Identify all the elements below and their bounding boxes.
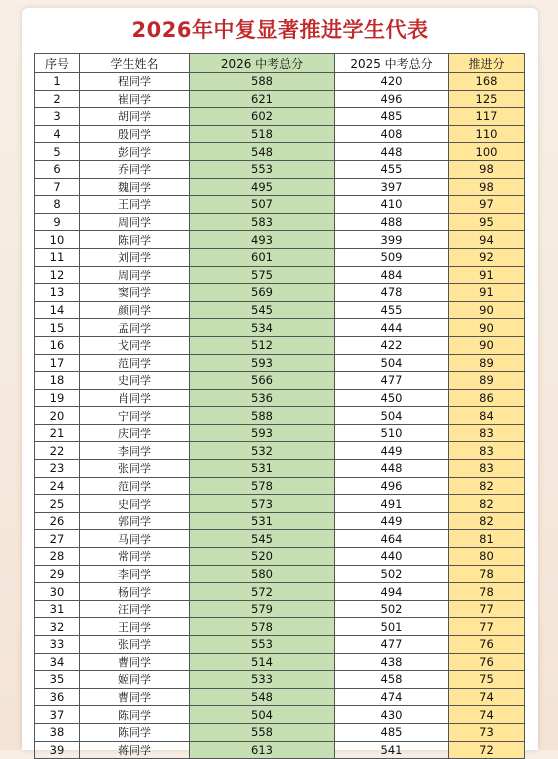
row-index: 16 [35, 336, 80, 354]
table-row [35, 512, 525, 530]
table-row [35, 442, 525, 460]
improvement: 91 [449, 284, 525, 302]
row-index: 37 [35, 706, 80, 724]
score-2025: 458 [335, 671, 449, 689]
score-2025: 448 [335, 143, 449, 161]
score-2025: 399 [335, 231, 449, 249]
score-2026: 593 [190, 424, 335, 442]
score-2025: 510 [335, 424, 449, 442]
table-row [35, 213, 525, 231]
improvement: 97 [449, 196, 525, 214]
score-2025: 502 [335, 565, 449, 583]
row-index: 19 [35, 389, 80, 407]
header-name: 学生姓名 [80, 54, 190, 73]
header-row [35, 54, 525, 73]
table-row [35, 143, 525, 161]
improvement: 94 [449, 231, 525, 249]
table-row [35, 319, 525, 337]
improvement: 73 [449, 723, 525, 741]
improvement: 76 [449, 636, 525, 654]
score-2026: 504 [190, 706, 335, 724]
score-2026: 531 [190, 512, 335, 530]
score-2026: 593 [190, 354, 335, 372]
score-2025: 488 [335, 213, 449, 231]
score-2025: 449 [335, 442, 449, 460]
score-2026: 493 [190, 231, 335, 249]
table-card [22, 8, 538, 757]
student-name: 窦同学 [80, 284, 190, 302]
score-2025: 494 [335, 583, 449, 601]
improvement: 90 [449, 336, 525, 354]
score-2025: 491 [335, 495, 449, 513]
row-index: 14 [35, 301, 80, 319]
student-name: 刘同学 [80, 248, 190, 266]
table-row [35, 671, 525, 689]
score-2026: 512 [190, 336, 335, 354]
student-name: 马同学 [80, 530, 190, 548]
table-row [35, 90, 525, 108]
score-2025: 408 [335, 125, 449, 143]
score-2025: 420 [335, 73, 449, 91]
table-row [35, 495, 525, 513]
score-2025: 438 [335, 653, 449, 671]
improvement: 81 [449, 530, 525, 548]
improvement: 77 [449, 600, 525, 618]
improvement: 117 [449, 108, 525, 126]
row-index: 8 [35, 196, 80, 214]
row-index: 22 [35, 442, 80, 460]
table-row [35, 389, 525, 407]
student-name: 孟同学 [80, 319, 190, 337]
score-2026: 532 [190, 442, 335, 460]
table-row [35, 178, 525, 196]
score-2026: 588 [190, 73, 335, 91]
table-row [35, 723, 525, 741]
table-row [35, 653, 525, 671]
table-row [35, 336, 525, 354]
student-name: 彭同学 [80, 143, 190, 161]
student-name: 常同学 [80, 548, 190, 566]
table-row [35, 301, 525, 319]
score-2025: 448 [335, 460, 449, 478]
student-name: 陈同学 [80, 706, 190, 724]
page-title: 2026年中复显著推进学生代表 [131, 18, 429, 42]
score-2025: 484 [335, 266, 449, 284]
score-2026: 566 [190, 372, 335, 390]
improvement: 95 [449, 213, 525, 231]
score-2026: 558 [190, 723, 335, 741]
student-name: 曹同学 [80, 653, 190, 671]
row-index: 18 [35, 372, 80, 390]
score-2026: 520 [190, 548, 335, 566]
score-2026: 580 [190, 565, 335, 583]
student-name: 郭同学 [80, 512, 190, 530]
score-2025: 477 [335, 372, 449, 390]
score-2025: 397 [335, 178, 449, 196]
score-2026: 545 [190, 530, 335, 548]
row-index: 6 [35, 160, 80, 178]
student-name: 范同学 [80, 354, 190, 372]
student-name: 张同学 [80, 460, 190, 478]
table-row [35, 530, 525, 548]
table-row [35, 477, 525, 495]
improvement: 82 [449, 495, 525, 513]
table-row [35, 266, 525, 284]
student-name: 戈同学 [80, 336, 190, 354]
score-2026: 507 [190, 196, 335, 214]
improvement: 78 [449, 583, 525, 601]
student-name: 李同学 [80, 565, 190, 583]
improvement: 100 [449, 143, 525, 161]
student-name: 范同学 [80, 477, 190, 495]
row-index: 35 [35, 671, 80, 689]
score-2025: 474 [335, 688, 449, 706]
row-index: 5 [35, 143, 80, 161]
student-name: 汪同学 [80, 600, 190, 618]
table-row [35, 565, 525, 583]
student-name: 胡同学 [80, 108, 190, 126]
header-improvement: 推进分 [449, 54, 525, 73]
improvement: 90 [449, 319, 525, 337]
row-index: 32 [35, 618, 80, 636]
score-2025: 504 [335, 354, 449, 372]
improvement: 83 [449, 424, 525, 442]
improvement: 91 [449, 266, 525, 284]
score-2025: 485 [335, 108, 449, 126]
score-2026: 621 [190, 90, 335, 108]
row-index: 20 [35, 407, 80, 425]
row-index: 33 [35, 636, 80, 654]
row-index: 17 [35, 354, 80, 372]
improvement: 98 [449, 178, 525, 196]
improvement: 80 [449, 548, 525, 566]
score-2025: 541 [335, 741, 449, 759]
improvement: 75 [449, 671, 525, 689]
student-name: 张同学 [80, 636, 190, 654]
table-row [35, 73, 525, 91]
row-index: 4 [35, 125, 80, 143]
student-name: 肖同学 [80, 389, 190, 407]
student-name: 颜同学 [80, 301, 190, 319]
row-index: 31 [35, 600, 80, 618]
score-2025: 449 [335, 512, 449, 530]
score-2026: 602 [190, 108, 335, 126]
score-2026: 572 [190, 583, 335, 601]
table-row [35, 706, 525, 724]
row-index: 28 [35, 548, 80, 566]
row-index: 39 [35, 741, 80, 759]
score-2025: 496 [335, 90, 449, 108]
improvement: 76 [449, 653, 525, 671]
score-2026: 545 [190, 301, 335, 319]
improvement: 89 [449, 372, 525, 390]
row-index: 2 [35, 90, 80, 108]
improvement: 72 [449, 741, 525, 759]
score-2026: 578 [190, 618, 335, 636]
score-2026: 514 [190, 653, 335, 671]
improvement: 82 [449, 477, 525, 495]
score-2025: 455 [335, 301, 449, 319]
row-index: 10 [35, 231, 80, 249]
score-2025: 455 [335, 160, 449, 178]
table-row [35, 160, 525, 178]
score-2026: 583 [190, 213, 335, 231]
score-2026: 536 [190, 389, 335, 407]
student-name: 崔同学 [80, 90, 190, 108]
student-name: 陈同学 [80, 723, 190, 741]
student-name: 庆同学 [80, 424, 190, 442]
student-name: 乔同学 [80, 160, 190, 178]
table-row [35, 354, 525, 372]
score-2026: 553 [190, 160, 335, 178]
score-2025: 410 [335, 196, 449, 214]
score-2026: 579 [190, 600, 335, 618]
header-2026-score: 2026 中考总分 [190, 54, 335, 73]
row-index: 27 [35, 530, 80, 548]
score-2025: 430 [335, 706, 449, 724]
row-index: 30 [35, 583, 80, 601]
score-2026: 548 [190, 688, 335, 706]
score-2025: 502 [335, 600, 449, 618]
score-2025: 501 [335, 618, 449, 636]
score-2026: 601 [190, 248, 335, 266]
score-2025: 464 [335, 530, 449, 548]
student-name: 宁同学 [80, 407, 190, 425]
student-name: 姬同学 [80, 671, 190, 689]
score-2026: 613 [190, 741, 335, 759]
improvement: 83 [449, 442, 525, 460]
score-2026: 534 [190, 319, 335, 337]
student-name: 周同学 [80, 213, 190, 231]
score-2025: 496 [335, 477, 449, 495]
improvement: 168 [449, 73, 525, 91]
score-2026: 518 [190, 125, 335, 143]
row-index: 7 [35, 178, 80, 196]
student-name: 王同学 [80, 196, 190, 214]
header-index: 序号 [35, 54, 80, 73]
improvement: 98 [449, 160, 525, 178]
score-2026: 578 [190, 477, 335, 495]
score-2026: 533 [190, 671, 335, 689]
improvement: 86 [449, 389, 525, 407]
improvement: 84 [449, 407, 525, 425]
score-2026: 569 [190, 284, 335, 302]
score-2025: 509 [335, 248, 449, 266]
score-2026: 531 [190, 460, 335, 478]
table-row [35, 424, 525, 442]
improvement: 89 [449, 354, 525, 372]
row-index: 12 [35, 266, 80, 284]
improvement: 78 [449, 565, 525, 583]
score-2025: 477 [335, 636, 449, 654]
score-2026: 573 [190, 495, 335, 513]
row-index: 3 [35, 108, 80, 126]
score-2025: 485 [335, 723, 449, 741]
score-2026: 495 [190, 178, 335, 196]
row-index: 11 [35, 248, 80, 266]
row-index: 23 [35, 460, 80, 478]
table-row [35, 741, 525, 759]
row-index: 29 [35, 565, 80, 583]
improvement: 125 [449, 90, 525, 108]
student-name: 史同学 [80, 495, 190, 513]
table-row [35, 636, 525, 654]
improvement: 74 [449, 688, 525, 706]
student-name: 蒋同学 [80, 741, 190, 759]
student-name: 陈同学 [80, 231, 190, 249]
row-index: 1 [35, 73, 80, 91]
improvement: 77 [449, 618, 525, 636]
improvement: 83 [449, 460, 525, 478]
row-index: 15 [35, 319, 80, 337]
row-index: 13 [35, 284, 80, 302]
student-name: 程同学 [80, 73, 190, 91]
score-2025: 444 [335, 319, 449, 337]
improvement: 110 [449, 125, 525, 143]
table-row [35, 688, 525, 706]
student-name: 殷同学 [80, 125, 190, 143]
score-2026: 588 [190, 407, 335, 425]
row-index: 24 [35, 477, 80, 495]
student-name: 王同学 [80, 618, 190, 636]
row-index: 21 [35, 424, 80, 442]
table-row [35, 231, 525, 249]
score-2025: 440 [335, 548, 449, 566]
score-table [34, 53, 525, 759]
student-name: 史同学 [80, 372, 190, 390]
student-name: 杨同学 [80, 583, 190, 601]
table-row [35, 108, 525, 126]
score-2025: 422 [335, 336, 449, 354]
score-2026: 548 [190, 143, 335, 161]
improvement: 92 [449, 248, 525, 266]
row-index: 34 [35, 653, 80, 671]
row-index: 38 [35, 723, 80, 741]
table-row [35, 618, 525, 636]
table-row [35, 196, 525, 214]
table-row [35, 125, 525, 143]
row-index: 36 [35, 688, 80, 706]
table-row [35, 248, 525, 266]
improvement: 82 [449, 512, 525, 530]
table-row [35, 407, 525, 425]
table-row [35, 600, 525, 618]
score-2026: 553 [190, 636, 335, 654]
improvement: 90 [449, 301, 525, 319]
student-name: 魏同学 [80, 178, 190, 196]
row-index: 9 [35, 213, 80, 231]
improvement: 74 [449, 706, 525, 724]
table-row [35, 372, 525, 390]
table-row [35, 548, 525, 566]
score-2025: 478 [335, 284, 449, 302]
row-index: 26 [35, 512, 80, 530]
student-name: 周同学 [80, 266, 190, 284]
table-row [35, 284, 525, 302]
score-2025: 450 [335, 389, 449, 407]
score-2025: 504 [335, 407, 449, 425]
score-2026: 575 [190, 266, 335, 284]
row-index: 25 [35, 495, 80, 513]
student-name: 曹同学 [80, 688, 190, 706]
table-row [35, 583, 525, 601]
student-name: 李同学 [80, 442, 190, 460]
header-2025-score: 2025 中考总分 [335, 54, 449, 73]
table-row [35, 460, 525, 478]
